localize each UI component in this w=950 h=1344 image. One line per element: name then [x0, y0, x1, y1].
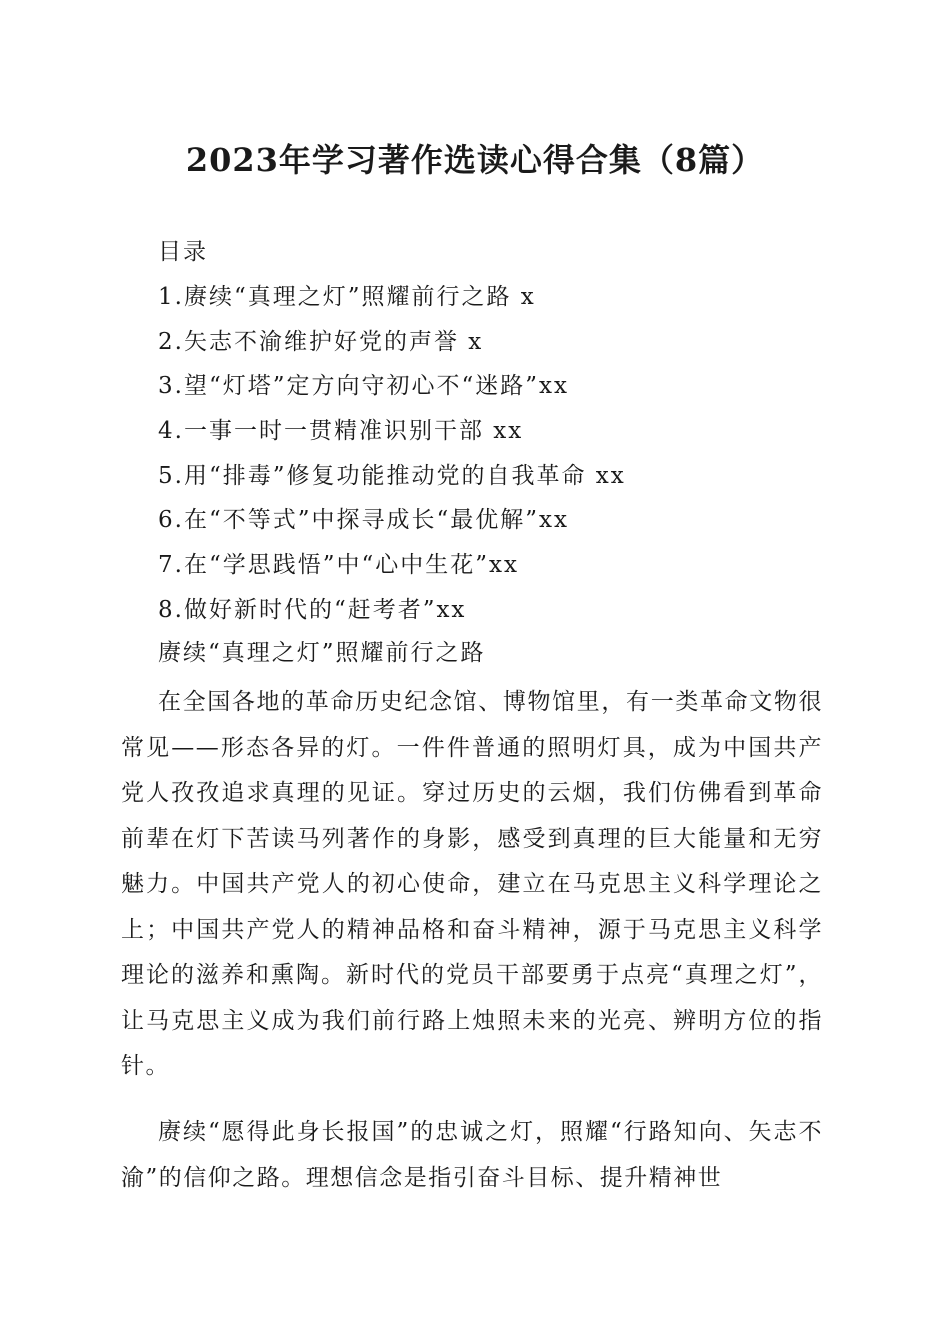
- toc-heading: 目录: [158, 239, 208, 265]
- toc-item: 4.一事一时一贯精准识别干部 xx: [158, 418, 524, 445]
- toc-item: 8.做好新时代的“赶考者”xx: [158, 596, 467, 623]
- toc-item: 7.在“学思践悟”中“心中生花”xx: [158, 552, 519, 579]
- document-title: 2023年学习著作选读心得合集（8篇）: [185, 141, 765, 179]
- table-of-contents: [158, 281, 626, 639]
- toc-item: 6.在“不等式”中探寻成长“最优解”xx: [158, 507, 569, 534]
- body-paragraph: 赓续“愿得此身长报国”的忠诚之灯，照耀“行路知向、矢志不渝”的信仰之路。理想信念是指引奋斗目标、提升精神世: [121, 1119, 823, 1191]
- section-heading: 赓续“真理之灯”照耀前行之路: [158, 640, 486, 666]
- toc-item: 1.赓续“真理之灯”照耀前行之路 x: [158, 284, 536, 310]
- body-paragraph: 在全国各地的革命历史纪念馆、博物馆里，有一类革命文物很常见——形态各异的灯。一件件普通的照明灯具，成为中国共产党人孜孜追求真理的见证。穿过历史的云烟，我们仿佛看到革命前辈在灯下苦读马列著作的身影，感受到真理的巨大能量和无穷魅力。中国共产党人的初心使命，建立在马克思主义科学理论之上；中国共产党人的精神品格和奋斗精神，源于马克思主义科学理论的滋养和熏陶。新时代的党员干部要勇于点亮“真理之灯”，让马克思主义成为我们前行路上烛照未来的光亮、辨明方位的指针。: [121, 689, 823, 1079]
- toc-item: 2.矢志不渝维护好党的声誉 x: [158, 328, 484, 355]
- toc-item: 5.用“排毒”修复功能推动党的自我革命 xx: [158, 462, 626, 489]
- toc-item: 3.望“灯塔”定方向守初心不“迷路”xx: [158, 373, 569, 400]
